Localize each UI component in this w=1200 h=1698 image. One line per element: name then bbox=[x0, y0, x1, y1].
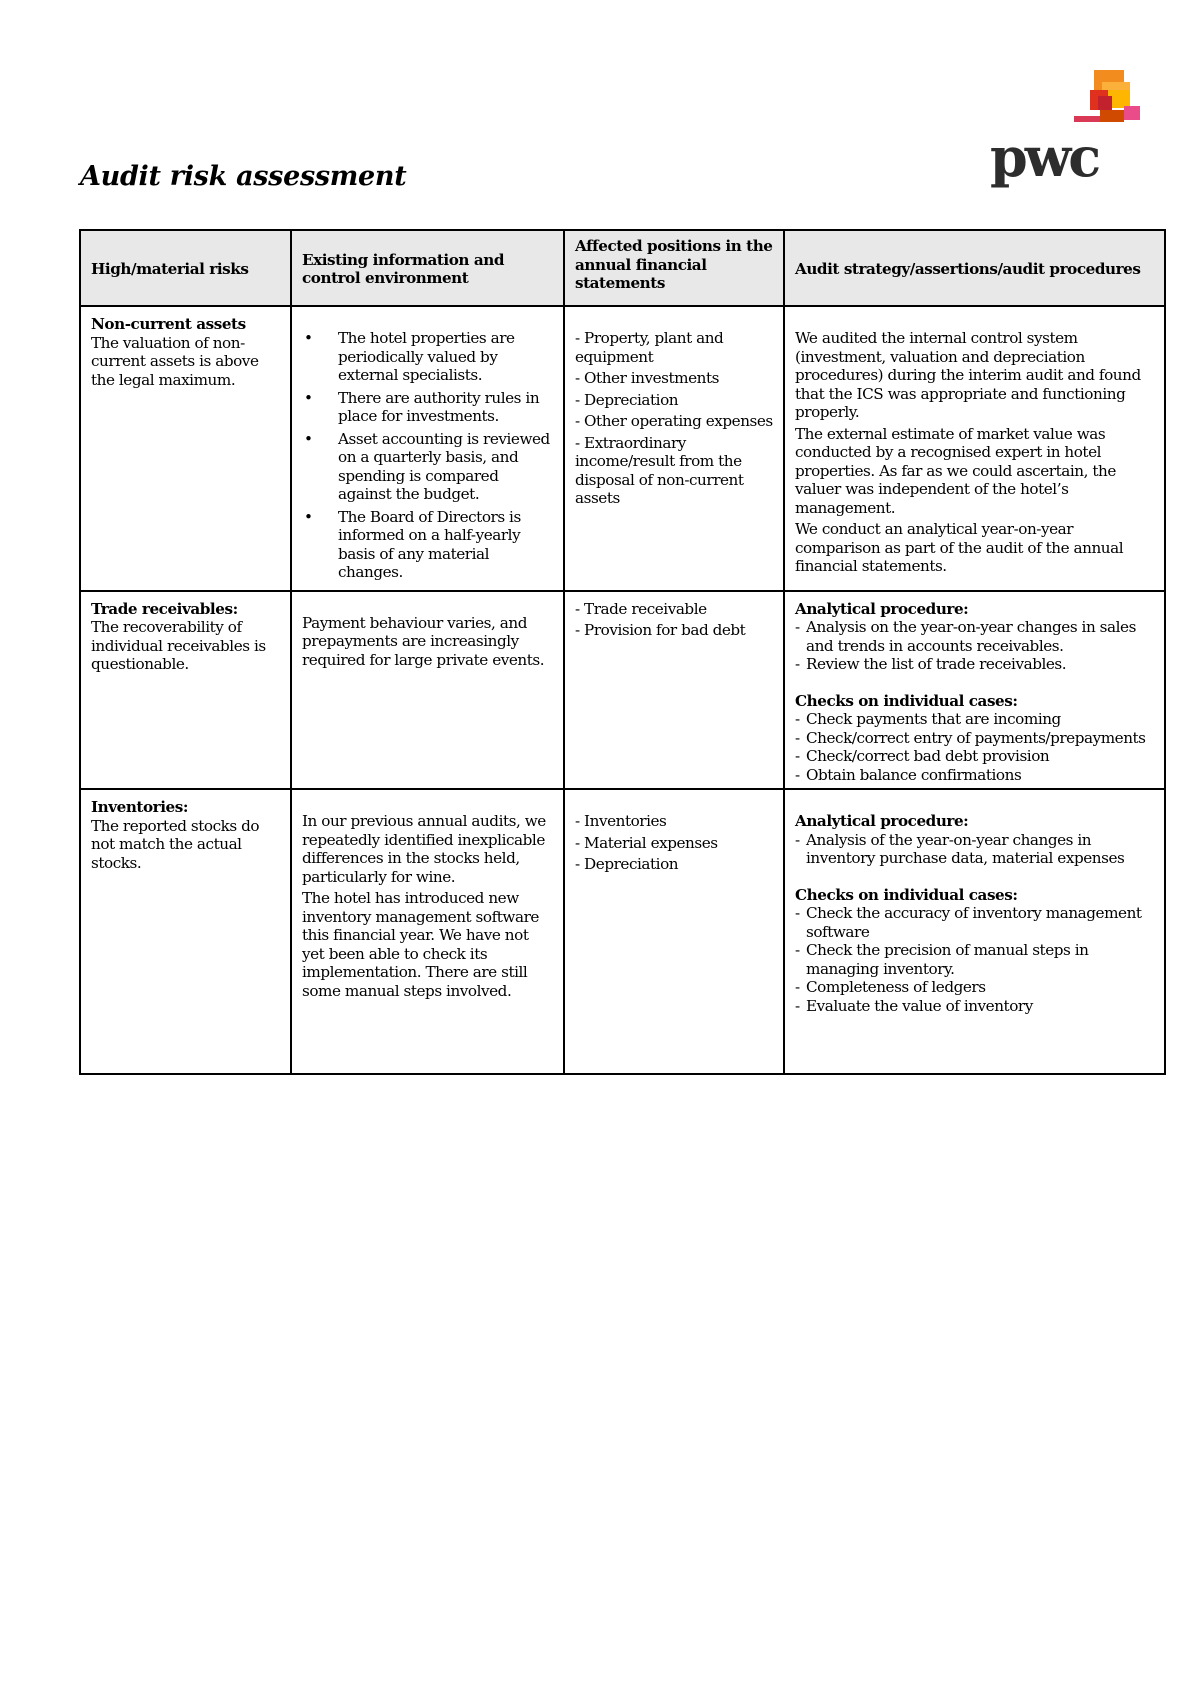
paragraph: The hotel has introduced new inventory management software this financial year. We have not yet been able to check its implementation. There are still some manual steps involved. bbox=[302, 889, 539, 1000]
paragraph: In our previous annual audits, we repeatedly identified inexplicable differences in the stocks held, particularly for wine. bbox=[302, 812, 546, 886]
page-title: Audit risk assessment bbox=[80, 161, 407, 192]
list-item: - Provision for bad debt bbox=[575, 621, 746, 639]
analytical-heading: Analytical procedure: bbox=[795, 599, 969, 618]
risk-text: The valuation of non-current assets is above the legal maximum. bbox=[91, 333, 259, 389]
paragraph: The external estimate of market value was conducted by a recognised expert in hotel properties. As far as we could ascertain, the valuer was independent of the hotel’s management. bbox=[795, 424, 1116, 517]
analytical-list bbox=[795, 618, 1154, 674]
list-item: - Check/correct entry of payments/prepayments bbox=[795, 729, 1154, 748]
list-item: • Asset accounting is reviewed on a quarterly basis, and spending is compared against the budget. bbox=[302, 430, 553, 504]
list-item: - Depreciation bbox=[575, 390, 679, 409]
list-item: • The Board of Directors is informed on a half-yearly basis of any material changes. bbox=[302, 508, 553, 582]
header-control-environment: Existing information and control environment bbox=[291, 230, 564, 306]
list-item: - Trade receivable bbox=[575, 599, 707, 618]
header-audit-strategy: Audit strategy/assertions/audit procedures bbox=[784, 230, 1165, 306]
risk-title: Non-current assets bbox=[91, 315, 246, 333]
list-item: • The hotel properties are periodically valued by external specialists. bbox=[302, 329, 553, 385]
checks-heading: Checks on individual cases: bbox=[795, 885, 1018, 904]
risk-cell bbox=[80, 789, 291, 1074]
strategy-text bbox=[795, 329, 1154, 576]
analytical-heading: Analytical procedure: bbox=[795, 812, 969, 830]
list-item: - Check/correct bad debt provision bbox=[795, 747, 1154, 766]
environment-text bbox=[302, 812, 553, 1000]
positions-list bbox=[575, 329, 773, 508]
list-item: - Material expenses bbox=[575, 833, 718, 852]
list-item: - Obtain balance confirmations bbox=[795, 766, 1154, 785]
list-item: - Analysis of the year-on-year changes in inventory purchase data, material expenses bbox=[795, 831, 1154, 868]
list-item: - Evaluate the value of inventory bbox=[795, 997, 1154, 1016]
paragraph: We conduct an analytical year-on-year comparison as part of the audit of the annual financial statements. bbox=[795, 520, 1124, 575]
list-item: - Check the precision of manual steps in managing inventory. bbox=[795, 941, 1154, 978]
list-item: - Analysis on the year-on-year changes in sales and trends in accounts receivables. bbox=[795, 618, 1154, 655]
environment-cell bbox=[291, 591, 564, 790]
strategy-cell bbox=[784, 306, 1165, 591]
list-item: • There are authority rules in place for investments. bbox=[302, 389, 553, 426]
risk-title: Trade receivables: bbox=[91, 599, 238, 618]
list-item: - Check payments that are incoming bbox=[795, 710, 1154, 729]
checks-list bbox=[795, 904, 1154, 1015]
risk-cell bbox=[80, 306, 291, 591]
table-row bbox=[80, 591, 1165, 790]
list-item: - Depreciation bbox=[575, 855, 679, 873]
risk-text: The recoverability of individual receivables is questionable. bbox=[91, 618, 266, 673]
list-item: - Property, plant and equipment bbox=[575, 329, 724, 366]
audit-risk-table bbox=[79, 229, 1166, 1075]
environment-list bbox=[302, 329, 553, 582]
pwc-logo bbox=[990, 70, 1150, 195]
header-risks: High/material risks bbox=[80, 230, 291, 306]
risk-title: Inventories: bbox=[91, 798, 189, 816]
analytical-list bbox=[795, 831, 1154, 868]
pwc-logo-text: pwc bbox=[990, 125, 1099, 189]
checks-heading: Checks on individual cases: bbox=[795, 691, 1018, 710]
checks-list bbox=[795, 710, 1154, 784]
list-item: - Other operating expenses bbox=[575, 412, 773, 430]
strategy-cell bbox=[784, 789, 1165, 1074]
list-item: - Inventories bbox=[575, 812, 667, 830]
environment-cell bbox=[291, 789, 564, 1074]
table-row bbox=[80, 789, 1165, 1074]
environment-text: Payment behaviour varies, and prepayments are increasingly required for large private events. bbox=[302, 613, 545, 669]
environment-cell bbox=[291, 306, 564, 591]
list-item: - Check the accuracy of inventory management software bbox=[795, 904, 1154, 941]
table-header-row bbox=[80, 230, 1165, 306]
header-affected-positions: Affected positions in the annual financial statements bbox=[564, 230, 784, 306]
risk-cell bbox=[80, 591, 291, 790]
positions-list bbox=[575, 600, 773, 640]
positions-cell bbox=[564, 789, 784, 1074]
paragraph: We audited the internal control system (investment, valuation and depreciation procedures) during the interim audit and found that the ICS was appropriate and functioning properly. bbox=[795, 329, 1141, 421]
risk-text: The reported stocks do not match the actual stocks. bbox=[91, 816, 260, 872]
list-item: - Completeness of ledgers bbox=[795, 978, 1154, 997]
strategy-cell bbox=[784, 591, 1165, 790]
positions-cell bbox=[564, 591, 784, 790]
list-item: - Other investments bbox=[575, 369, 719, 387]
positions-list bbox=[575, 812, 773, 874]
positions-cell bbox=[564, 306, 784, 591]
list-item: - Extraordinary income/result from the disposal of non-current assets bbox=[575, 433, 744, 507]
list-item: - Review the list of trade receivables. bbox=[795, 655, 1154, 674]
table-row bbox=[80, 306, 1165, 591]
